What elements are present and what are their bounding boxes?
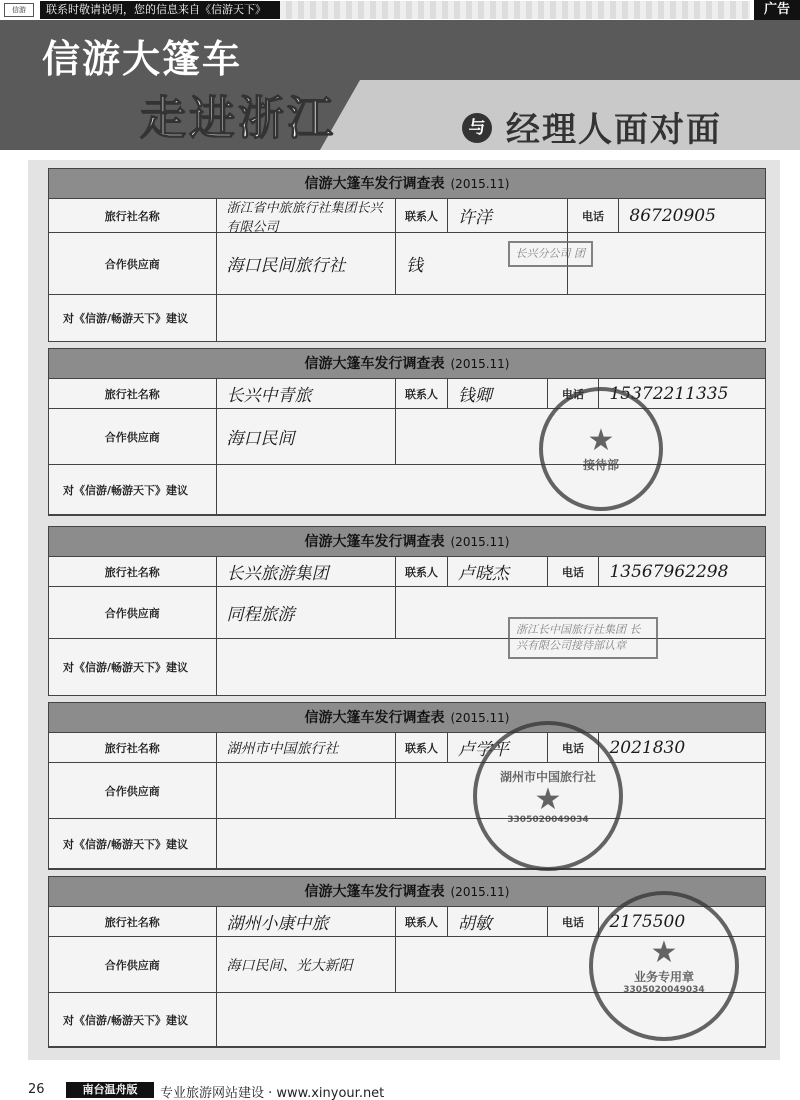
suggestion-label: 对《信游/畅游天下》建议 <box>49 639 217 695</box>
agency-value: 湖州市中国旅行社 <box>217 733 397 762</box>
suggestion-label: 对《信游/畅游天下》建议 <box>49 993 217 1046</box>
footer-slogan: 专业旅游网站建设 · www.xinyour.net <box>160 1086 385 1100</box>
suggestion-row <box>49 639 765 695</box>
form-heading-year: (2015.11) <box>450 885 510 899</box>
supplier-value: 海口民间旅行社 <box>217 233 397 294</box>
suggestion-value <box>217 465 765 514</box>
phone-value: 86720905 <box>629 205 716 226</box>
edition-label: 南台温舟版 <box>66 1082 154 1098</box>
phone-value: 13567962298 <box>609 561 729 582</box>
form-heading-title: 信游大篷车发行调查表 <box>304 534 445 550</box>
form-heading <box>49 703 765 733</box>
supplier-value: 海口民间 <box>217 409 397 464</box>
agency-value: 长兴中青旅 <box>217 379 397 408</box>
phone-value: 2021830 <box>609 737 686 758</box>
contact-label: 联系人 <box>396 379 448 408</box>
phone-label: 电话 <box>548 733 600 762</box>
survey-forms-photo <box>28 160 780 1060</box>
survey-form <box>48 168 766 342</box>
official-seal <box>539 387 663 511</box>
form-heading <box>49 349 765 379</box>
supplier-row <box>49 587 765 652</box>
form-heading <box>49 527 765 557</box>
agency-row <box>49 733 765 763</box>
banner-badge: 与 <box>462 113 492 143</box>
contact-label: 联系人 <box>396 907 448 936</box>
form-heading-title: 信游大篷车发行调查表 <box>304 884 445 900</box>
form-heading-year: (2015.11) <box>450 357 510 371</box>
banner-title-line2: 走进浙江 <box>140 91 336 145</box>
agency-label: 旅行社名称 <box>49 557 217 586</box>
seal-text: 接待部 <box>582 457 619 472</box>
publication-logo: 信游 <box>4 3 34 17</box>
agency-label: 旅行社名称 <box>49 199 217 232</box>
phone-label: 电话 <box>548 557 600 586</box>
agency-row <box>49 379 765 409</box>
top-strip <box>0 0 800 20</box>
seal-code: 3305020049034 <box>507 814 589 825</box>
contact-value: 钱卿 <box>448 379 548 408</box>
phone-value: 15372211335 <box>609 383 729 404</box>
supplier-value <box>217 763 397 818</box>
survey-form <box>48 876 766 1048</box>
contact-tagline: 联系时敬请说明，您的信息来自《信游天下》 <box>40 1 280 19</box>
agency-value: 浙江省中旅旅行社集团长兴有限公司 <box>217 199 397 232</box>
page-footer <box>0 1080 800 1100</box>
seal-star-icon: ★ <box>587 422 615 458</box>
agency-row <box>49 199 765 233</box>
supplier-row <box>49 233 765 295</box>
banner-title-line3: 经理人面对面 <box>506 110 722 150</box>
form-heading-year: (2015.11) <box>450 711 510 725</box>
supplier-value: 同程旅游 <box>217 587 397 638</box>
suggestion-label: 对《信游/畅游天下》建议 <box>49 295 217 341</box>
agency-label: 旅行社名称 <box>49 379 217 408</box>
suggestion-row <box>49 295 765 341</box>
supplier-label: 合作供应商 <box>49 763 217 818</box>
seal-text: 业务专用章 <box>633 969 694 984</box>
supplier-value: 海口民间、光大新阳 <box>217 937 397 992</box>
survey-form <box>48 526 766 696</box>
survey-form <box>48 702 766 870</box>
agency-label: 旅行社名称 <box>49 733 217 762</box>
supplier-label: 合作供应商 <box>49 409 217 464</box>
seal-star-icon: ★ <box>650 934 678 970</box>
seal-text: 湖州市中国旅行社 <box>499 769 596 784</box>
survey-form <box>48 348 766 516</box>
suggestion-label: 对《信游/畅游天下》建议 <box>49 819 217 868</box>
phone-label: 电话 <box>548 907 600 936</box>
phone-label: 电话 <box>568 199 620 232</box>
supplier-label: 合作供应商 <box>49 233 217 294</box>
form-heading <box>49 169 765 199</box>
supplier-label: 合作供应商 <box>49 587 217 638</box>
decorative-stripe <box>280 1 750 19</box>
contact-value: 胡敏 <box>448 907 548 936</box>
contact-value: 卢学平 <box>448 733 548 762</box>
page-banner <box>0 20 800 150</box>
agency-row <box>49 557 765 587</box>
form-heading-title: 信游大篷车发行调查表 <box>304 356 445 372</box>
banner-title-line1: 信游大篷车 <box>42 37 243 81</box>
official-seal <box>473 721 623 871</box>
contact-value: 许洋 <box>448 199 568 232</box>
official-seal <box>589 891 739 1041</box>
agency-value: 湖州小康中旅 <box>217 907 397 936</box>
suggestion-row <box>49 819 765 869</box>
page-number: 26 <box>28 1082 45 1097</box>
form-heading-year: (2015.11) <box>450 535 510 549</box>
supplier-extra <box>396 587 765 652</box>
suggestion-label: 对《信游/畅游天下》建议 <box>49 465 217 514</box>
agency-value: 长兴旅游集团 <box>217 557 397 586</box>
contact-label: 联系人 <box>396 733 448 762</box>
agency-label: 旅行社名称 <box>49 907 217 936</box>
phone-label: 电话 <box>548 379 600 408</box>
form-heading-year: (2015.11) <box>450 177 510 191</box>
form-heading-title: 信游大篷车发行调查表 <box>304 710 445 726</box>
form-heading-title: 信游大篷车发行调查表 <box>304 176 445 192</box>
seal-code: 3305020049034 <box>623 984 705 995</box>
rectangular-stamp: 浙江长中国旅行社集团 长兴有限公司接待部认章 <box>508 617 658 659</box>
rectangular-stamp: 长兴分公司 团 <box>508 241 594 267</box>
contact-label: 联系人 <box>396 199 448 232</box>
supplier-stamp-cell <box>515 233 765 294</box>
advertisement-label: 广告 <box>754 0 800 20</box>
contact-value: 卢晓杰 <box>448 557 548 586</box>
supplier-label: 合作供应商 <box>49 937 217 992</box>
seal-star-icon: ★ <box>534 781 562 817</box>
contact-label: 联系人 <box>396 557 448 586</box>
suggestion-value <box>217 295 765 341</box>
phone-value: 2175500 <box>609 911 686 932</box>
suggestion-value <box>217 639 765 695</box>
supplier-extra: 钱 <box>396 233 568 294</box>
supplier-row <box>49 763 765 819</box>
